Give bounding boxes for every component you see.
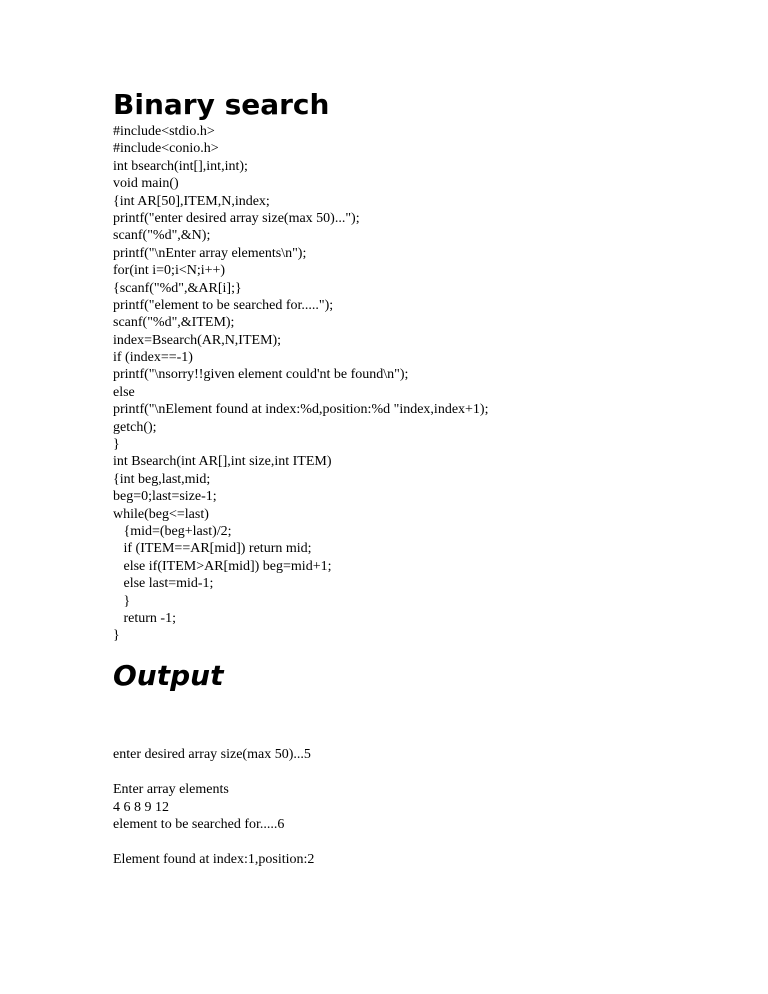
code-line: if (ITEM==AR[mid]) return mid; [113,541,312,557]
code-line: while(beg<=last) [113,506,209,522]
code-line: #include<conio.h> [113,141,219,157]
code-line: {int AR[50],ITEM,N,index; [113,193,270,209]
code-listing [113,123,488,645]
code-line: else [113,384,135,400]
code-line: printf("enter desired array size(max 50)..."); [113,210,360,226]
output-line [113,833,314,850]
code-line: {int beg,last,mid; [113,471,211,487]
output-line [113,729,314,746]
code-line: int bsearch(int[],int,int); [113,158,248,174]
program-output [113,729,314,868]
code-line: printf("\nEnter array elements\n"); [113,245,307,261]
output-heading: Output [113,659,224,692]
code-line: printf("element to be searched for....."); [113,297,334,313]
code-line: if (index==-1) [113,350,193,366]
code-line: } [113,437,120,453]
output-line: element to be searched for.....6 [113,816,285,832]
code-line: } [113,628,120,644]
code-line: else last=mid-1; [113,576,214,592]
code-line: {scanf("%d",&AR[i];} [113,280,242,296]
code-line: printf("\nElement found at index:%d,position:%d "index,index+1); [113,402,489,418]
code-line: scanf("%d",&ITEM); [113,315,235,331]
code-line: void main() [113,176,179,192]
code-line: getch(); [113,419,157,435]
code-line: } [113,593,131,609]
output-line: Enter array elements [113,782,229,798]
output-line [113,764,314,781]
code-line: printf("\nsorry!!given element could'nt be found\n"); [113,367,409,383]
code-line: beg=0;last=size-1; [113,489,217,505]
code-line: index=Bsearch(AR,N,ITEM); [113,332,282,348]
code-line: int Bsearch(int AR[],int size,int ITEM) [113,454,332,470]
code-line: {mid=(beg+last)/2; [113,523,232,539]
output-line: Element found at index:1,position:2 [113,851,315,867]
output-line: 4 6 8 9 12 [113,799,169,815]
code-line: else if(ITEM>AR[mid]) beg=mid+1; [113,558,332,574]
code-line: return -1; [113,610,176,626]
output-line: enter desired array size(max 50)...5 [113,747,311,763]
code-line: scanf("%d",&N); [113,228,211,244]
page-title: Binary search [113,88,330,121]
code-line: #include<stdio.h> [113,124,215,139]
code-line: for(int i=0;i<N;i++) [113,263,226,279]
